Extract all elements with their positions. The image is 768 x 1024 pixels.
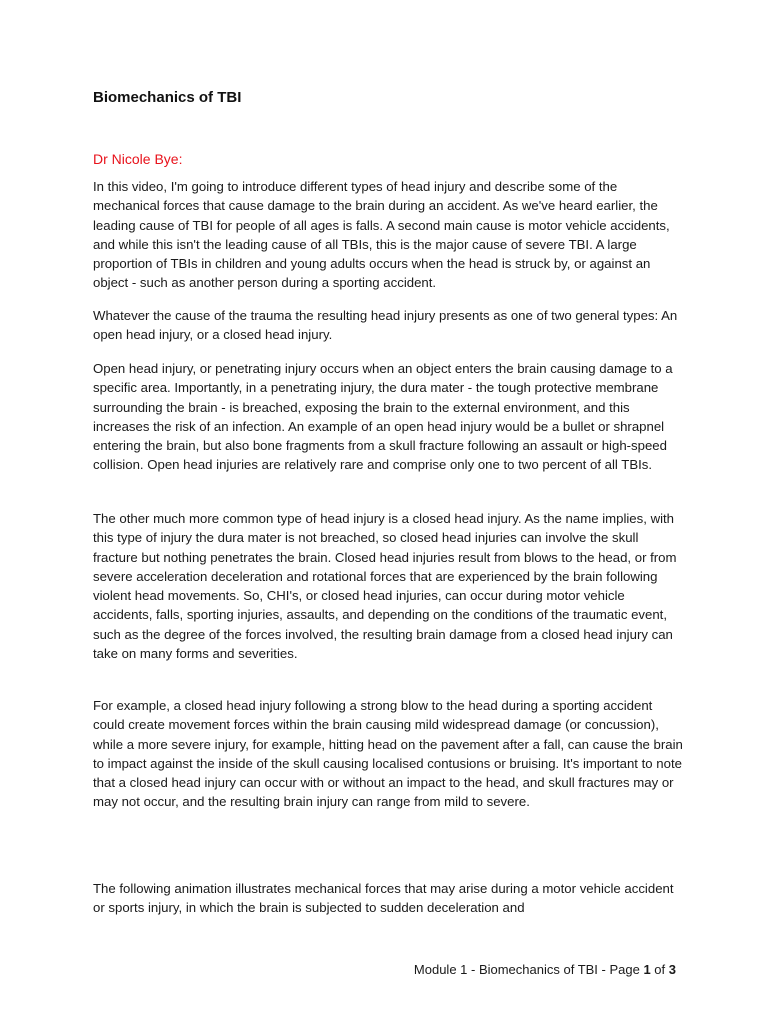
speaker-name: Dr Nicole Bye: — [93, 151, 183, 167]
footer-of: of — [650, 962, 669, 977]
total-page-count: 3 — [668, 962, 676, 977]
page-footer — [414, 962, 676, 977]
paragraph-types: Whatever the cause of the trauma the resulting head injury presents as one of two general types: An open head injury, or a closed head injury. — [93, 308, 678, 343]
paragraph-closed-injury: The other much more common type of head injury is a closed head injury. As the name implies, with this type of injury the dura mater is not breached, so closed head injuries can involve the skull fracture but nothing penetrates the brain. Closed head injuries result from blows to the head, or from severe acceleration deceleration and rotational forces that are experienced by the brain following violent head movements. So, CHI's, or closed head injuries, can occur during motor vehicle accidents, falls, sporting injuries, assaults, and depending on the conditions of the traumatic event, such as the degree of the forces involved, the resulting brain damage from a closed head injury can take on many forms and severities. — [93, 511, 677, 662]
paragraph-open-injury: Open head injury, or penetrating injury occurs when an object enters the brain causing damage to a specific area. Importantly, in a penetrating injury, the dura mater - the tough protective membrane surrounding the brain - is breached, exposing the brain to the external environment, and this increases the risk of an infection. An example of an open head injury would be a bullet or shrapnel entering the brain, but also bone fragments from a skull fracture following an assault or high-speed collision. Open head injuries are relatively rare and comprise only one to two percent of all TBIs. — [93, 361, 673, 473]
paragraph-intro: In this video, I'm going to introduce different types of head injury and describe some of the mechanical forces that cause damage to the brain during an accident. As we've heard earlier, the leading cause of TBI for people of all ages is falls. A second main cause is motor vehicle accidents, and while this isn't the leading cause of all TBIs, this is the major cause of severe TBI. A large proportion of TBIs in children and young adults occurs when the head is struck by, or against an object - such as another person during a sporting accident. — [93, 179, 670, 291]
paragraph-animation: The following animation illustrates mechanical forces that may arise during a motor vehicle accident or sports injury, in which the brain is subjected to sudden deceleration and — [93, 881, 674, 916]
paragraph-example: For example, a closed head injury following a strong blow to the head during a sporting accident could create movement forces within the brain causing mild widespread damage (or concussion), while a more severe injury, for example, hitting head on the pavement after a fall, can cause the brain to impact against the inside of the skull causing localised contusions or bruising. It's important to note that a closed head injury can occur with or without an impact to the head, and skull fractures may or may not occur, and the resulting brain injury can range from mild to severe. — [93, 698, 683, 810]
footer-prefix: Module 1 - Biomechanics of TBI - Page — [413, 962, 644, 977]
document-title: Biomechanics of TBI — [93, 89, 242, 106]
current-page-number: 1 — [643, 962, 651, 977]
